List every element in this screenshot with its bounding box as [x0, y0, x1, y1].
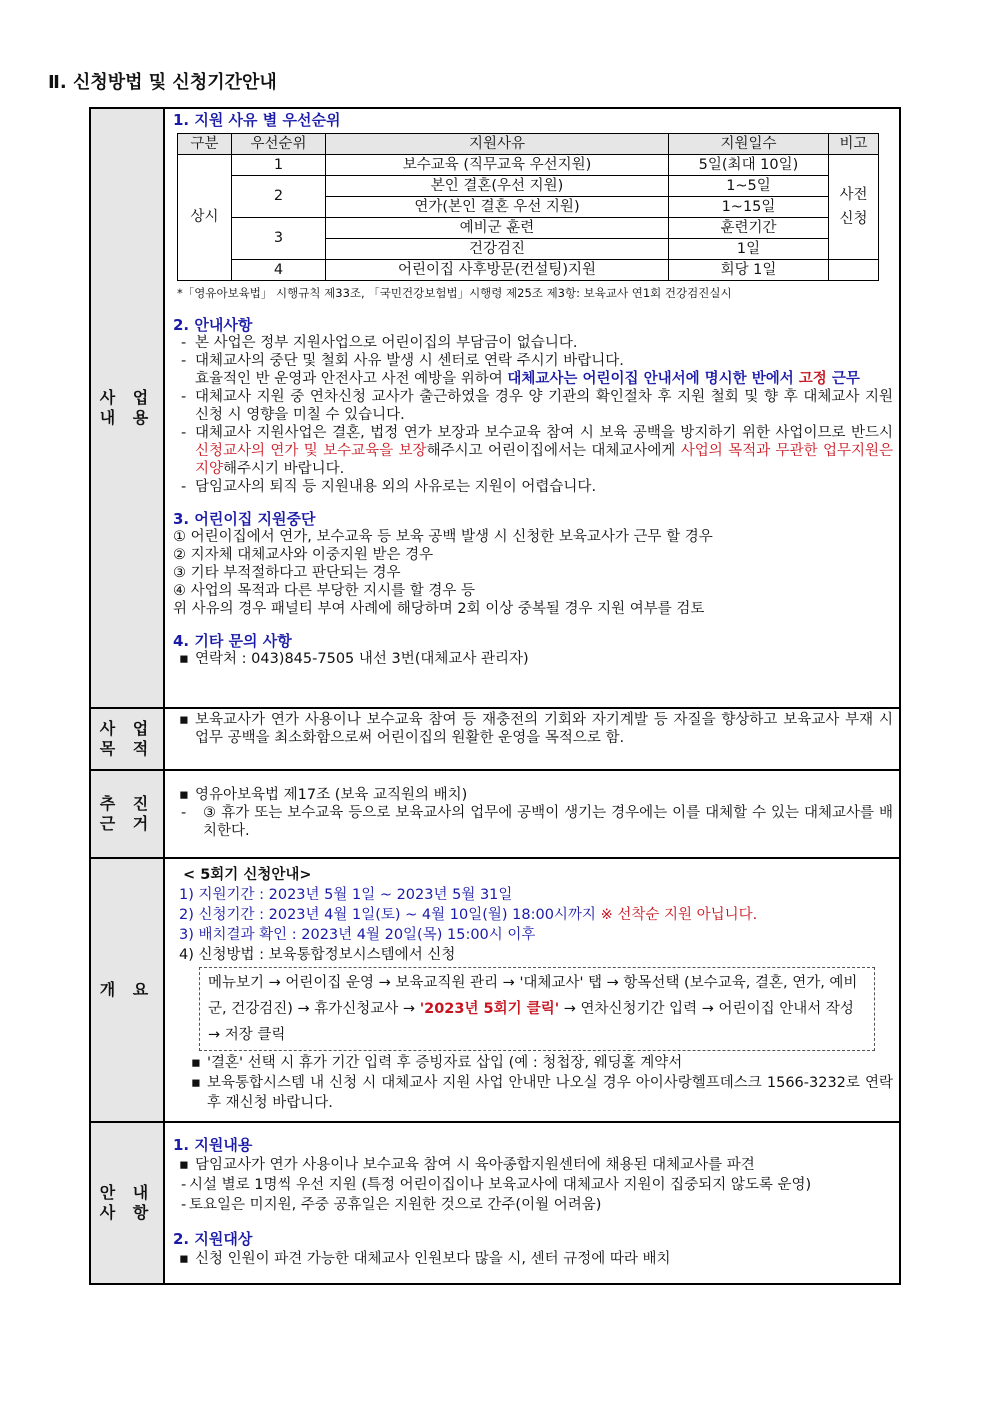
section-4-title: 4. 기타 문의 사항: [173, 632, 292, 650]
table-row: 연가(본인 결혼 우선 지원) 1~15일: [178, 197, 879, 218]
row-notice: [90, 1122, 900, 1284]
section-1-title: 1. 지원 사유 별 우선순위: [173, 111, 341, 129]
label-purpose: 사 업 목 적: [90, 708, 164, 770]
law-footnote: *「영유아보육법」 시행규칙 제33조, 「국민건강보험법」시행령 제25조 제3항: 보육교사 연1회 건강검진실시: [177, 286, 732, 300]
notice-item: - 담임교사의 퇴직 등 지원내용 외의 사유로는 지원이 어렵습니다.: [173, 478, 893, 496]
target-item: ▪ 신청 인원이 파견 가능한 대체교사 인원보다 많을 시, 센터 규정에 따라 배치: [173, 1249, 893, 1269]
th-priority: 우선순위: [232, 134, 326, 155]
notice-item: - 본 사업은 정부 지원사업으로 어린이집의 부담금이 없습니다.: [173, 334, 893, 352]
section-3-title: 3. 어린이집 지원중단: [173, 510, 316, 528]
suspension-item: ② 지자체 대체교사와 이중지원 받은 경우: [173, 547, 434, 563]
support-item: - 시설 별로 1명씩 우선 지원 (특정 어린이집이나 보육교사에 대체교사 지원이 집중되지 않도록 운영): [173, 1175, 893, 1195]
helpdesk-note: ▪ 보육통합시스템 내 신청 시 대체교사 지원 사업 안내만 나오실 경우 아이사랑헬프데스크 1566-3232로 연락 후 재신청 바랍니다.: [185, 1073, 893, 1113]
purpose-text: ▪ 보육교사가 연가 사용이나 보수교육 참여 등 재충전의 기회와 자기계발 등 자질을 향상하고 보육교사 부재 시 업무 공백을 최소화함으로써 어린이집의 원활한 운영을 목적으로 함.: [173, 711, 893, 747]
notice-item: - 대체교사의 중단 및 철회 사유 발생 시 센터로 연락 주시기 바랍니다.: [173, 352, 893, 370]
th-remark: 비고: [829, 134, 879, 155]
table-row: 4 어린이집 사후방문(컨설팅)지원 회당 1일: [178, 260, 879, 281]
application-method: 4) 신청방법 : 보육통합정보시스템에서 신청: [179, 947, 456, 963]
notice-item: 효율적인 반 운영과 안전사고 사전 예방을 위하여 대체교사는 어린이집 안내서에 명시한 반에서 고정 근무: [195, 371, 860, 387]
business-content-cell: [165, 109, 899, 672]
table-row: 상시 1 보수교육 (직무교육 우선지원) 5일(최대 10일) 사전 신청: [178, 155, 879, 176]
application-period: 2) 신청기간 : 2023년 4월 1일(토) ~ 4월 10일(월) 18:00시까지 ※ 선착순 지원 아닙니다.: [179, 907, 758, 923]
suspension-item: ③ 기타 부적절하다고 판단되는 경우: [173, 565, 401, 581]
contact-info: ▪ 연락처 : 043)845-7505 내선 3번(대체교사 관리자): [173, 650, 893, 668]
menu-path-box: 메뉴보기 → 어린이집 운영 → 보육교직원 관리 → '대체교사' 탭 → 항목선택 (보수교육, 결혼, 연가, 예비군, 건강검진) → 휴가신청교사 → '2023년 5회기 클릭' → 연차신청기간 입력 → 어린이집 안내서 작성 → 저장 클릭: [199, 967, 875, 1051]
label-business-content: 사 업 내 용: [90, 108, 164, 708]
label-notice: 안 내 사 항: [90, 1122, 164, 1284]
cell-category: 상시: [178, 155, 232, 281]
notice-title-1: 1. 지원내용: [173, 1136, 253, 1154]
notice-title-2: 2. 지원대상: [173, 1230, 253, 1248]
suspension-note: 위 사유의 경우 패널티 부여 사례에 해당하며 2회 이상 중복될 경우 지원 여부를 검토: [173, 601, 705, 617]
priority-table: [177, 133, 879, 281]
suspension-item: ④ 사업의 목적과 다른 부당한 지시를 할 경우 등: [173, 583, 475, 599]
row-overview: [90, 858, 900, 1122]
th-category: 구분: [178, 134, 232, 155]
row-purpose: [90, 708, 900, 770]
basis-law: ▪ 영유아보육법 제17조 (보육 교직원의 배치): [173, 786, 893, 804]
support-item: - 토요일은 미지원, 주중 공휴일은 지원한 것으로 간주(이월 어려움): [173, 1195, 893, 1215]
application-guide-table: [89, 107, 901, 1285]
support-item: ▪ 담임교사가 연가 사용이나 보수교육 참여 시 육아종합지원센터에 채용된 대체교사를 파견: [173, 1155, 893, 1175]
row-business-content: [90, 108, 900, 708]
page-title: Ⅱ. 신청방법 및 신청기간안내: [48, 72, 277, 93]
result-check: 3) 배치결과 확인 : 2023년 4월 20일(목) 15:00시 이후: [179, 927, 536, 943]
suspension-item: ① 어린이집에서 연가, 보수교육 등 보육 공백 발생 시 신청한 보육교사가 근무 할 경우: [173, 529, 713, 545]
notice-item: - 대체교사 지원 중 연차신청 교사가 출근하였을 경우 양 기관의 확인절차 후 지원 철회 및 향 후 대체교사 지원 신청 시 영향을 미칠 수 있습니다.: [173, 388, 893, 424]
table-row: 건강검진 1일: [178, 239, 879, 260]
table-row: 2 본인 결혼(우선 지원) 1~5일: [178, 176, 879, 197]
cell-remark: 사전 신청: [829, 155, 879, 260]
label-overview: 개 요: [90, 858, 164, 1122]
th-reason: 지원사유: [326, 134, 669, 155]
basis-detail: - ③ 휴가 또는 보수교육 등으로 보육교사의 업무에 공백이 생기는 경우에는 이를 대체할 수 있는 대체교사를 배치한다.: [173, 804, 893, 840]
marriage-note: ▪ '결혼' 선택 시 휴가 기간 입력 후 증빙자료 삽입 (예 : 청첩장, 웨딩홀 계약서: [185, 1053, 893, 1073]
priority-table-header: [178, 134, 879, 155]
th-days: 지원일수: [669, 134, 829, 155]
section-2-title: 2. 안내사항: [173, 316, 253, 334]
label-basis: 추 진 근 거: [90, 770, 164, 858]
notice-item: - 대체교사 지원사업은 결혼, 법정 연가 보장과 보수교육 참여 시 보육 공백을 방지하기 위한 사업이므로 반드시 신청교사의 연가 및 보수교육을 보장해주시고 어린이집에서는 대체교사에게 사업의 목적과 무관한 업무지원은 지양해주시기 바랍니다.: [173, 424, 893, 478]
overview-title: < 5회기 신청안내>: [183, 867, 312, 883]
support-period: 1) 지원기간 : 2023년 5월 1일 ~ 2023년 5월 31일: [179, 887, 513, 903]
row-basis: [90, 770, 900, 858]
table-row: 3 예비군 훈련 훈련기간: [178, 218, 879, 239]
